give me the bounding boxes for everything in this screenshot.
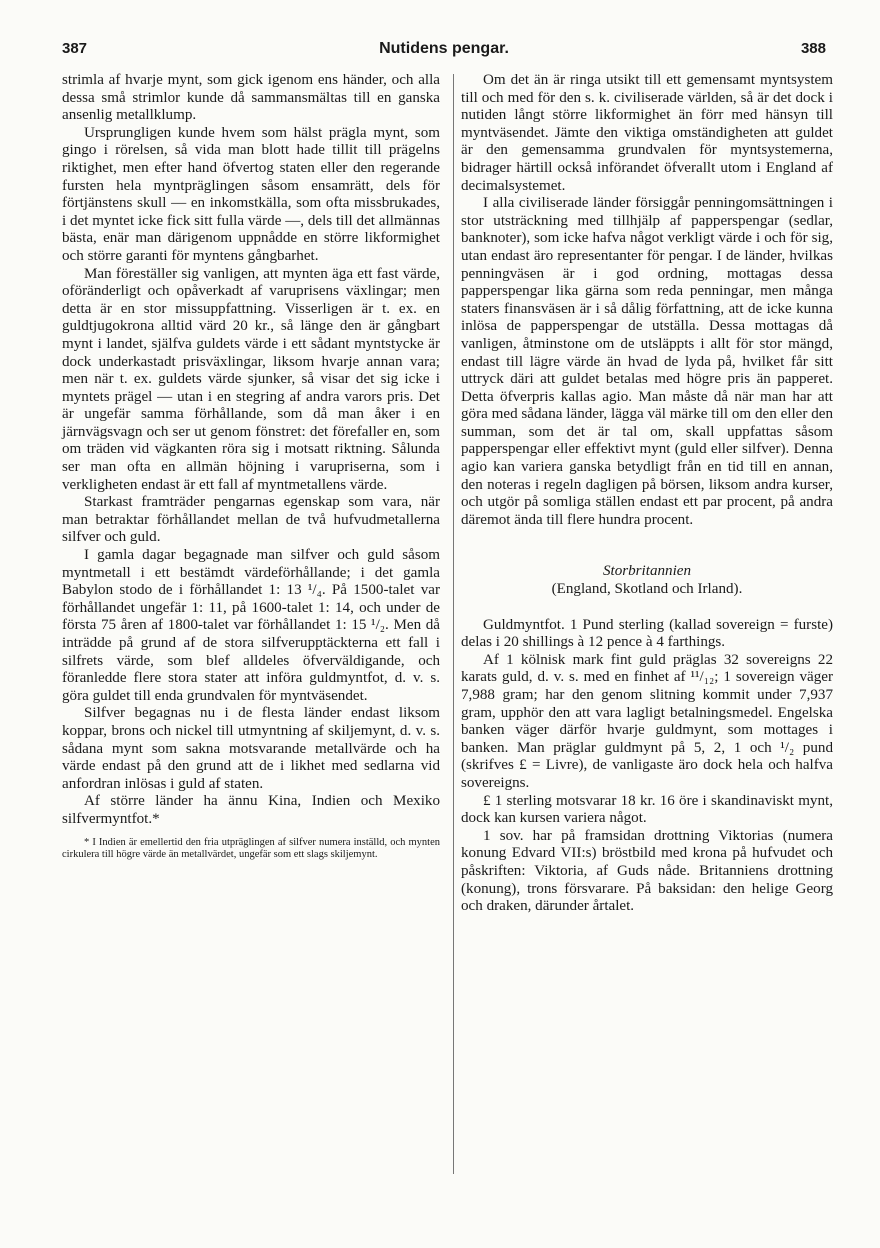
page-header xyxy=(62,40,826,62)
paragraph: Af 1 kölnisk mark fint guld präglas 32 sovereigns 22 karats guld, d. v. s. med en finhet af ¹¹/₁₂; 1 sovereign väger 7,988 gram; har den genom slitning kommit under 7,937 gram, upphör den att vara lagligt betalningsmedel. Engelska banken väger därför hvarje guldmynt, som mottages i banken. Man präglar guldmynt på 5, 2, 1 och ¹/₂ pund (skrifves £ = Livre), de vanligaste äro dock hela och halfva sovereigns. xyxy=(461,651,833,791)
paragraph: Man föreställer sig vanligen, att mynten äga ett fast värde, oföränderligt och opåverkadt af varuprisens växlingar; men detta är en stor missuppfattning. Visserligen är t. ex. en guldtjugokrona alltid värd 20 kr., så länge den är gångbart mynt i landet, själfva guldets värde i ett sådant myntstycke är dock underkastadt prisväxlingar, liksom hvarje annan vara; men när t. ex. guldets värde sjunker, så visar det sig icke i myntets prägel — utan i en stegring af andra varors pris. Det är ungefär samma förhållande, som då man åker i en järnvägsvagn och ser ut genom fönstret: det förefaller en, som om träden vid vägkanten röra sig i motsatt riktning. Sålunda ser man ofta en allmän höjning i varupriserna, som i verkligheten endast är ett fall af myntmetallens värde. xyxy=(62,265,440,493)
right-column xyxy=(461,72,833,916)
section-subtitle: (England, Skotland och Irland). xyxy=(551,581,743,598)
section-heading xyxy=(461,563,833,598)
paragraph: I gamla dagar begagnade man silfver och guld såsom myntmetall i ett bestämdt värdeförhållande; i det gamla Babylon stodo de i förhållandet 1: 13 ¹/₄. På 1500-talet var förhållandet ungefär 1: 11, på 1600-talet 1: 14, och under de första 75 åren af 1800-talet var förhållandet 1: 15 ¹/₂. Men då inträdde på grund af de stora silfverupptäckterna ett fall i silfrets värde, som blef alldeles öfverväldigande, och föranledde flere stora stater att införa guldmyntfot, d. v. s. göra guldet till enda grundvalen för myntväsendet. xyxy=(62,547,440,704)
paragraph: Silfver begagnas nu i de flesta länder endast liksom koppar, brons och nickel till utmyntning af skiljemynt, d. v. s. sådana mynt som sakna motsvarande metallvärde och ha värde endast på den grund att de i likhet med sedlarna vid anfordran inlösas i guld af staten. xyxy=(62,705,440,792)
paragraph: Starkast framträder pengarnas egenskap som vara, när man betraktar förhållandet mellan de två hufvudmetallerna silfver och guld. xyxy=(62,494,440,546)
paragraph: 1 sov. har på framsidan drottning Viktorias (numera konung Edvard VII:s) bröstbild med krona på hufvudet och påskriften: Viktoria, af Guds nåde. Britanniens drottning (konung), trons försvarare. På baksidan: den helige Georg och draken, därunder årtalet. xyxy=(461,827,833,915)
page-number-right: 388 xyxy=(800,40,826,57)
running-title: Nutidens pengar. xyxy=(379,40,509,57)
paragraph: Om det än är ringa utsikt till ett gemensamt myntsystem till och med för den s. k. civiliserade världen, så är det dock i nutiden långt större likformighet än förr med hänsyn till myntväsendet. Jämte den viktiga omständigheten att guldet är den gemensamma grundvalen för myntsystemerna, bidrager härtill också införandet öfverallt utom i England af decimalsystemet. xyxy=(461,72,833,194)
page-number-left: 387 xyxy=(62,40,88,57)
left-column xyxy=(62,72,440,862)
paragraph: Ursprungligen kunde hvem som hälst prägla mynt, som gingo i rörelsen, så vida man blott hade tillit till prägelns riktighet, men efter hand öfvertog staten eller den regerande fursten hela myntpräglingen såsom ensamrätt, dels för förtjänstens skull — en inkomstkälla, som ofta missbrukades, i det myntet icke fick sitt fulla värde —, dels till det allmännas bästa, enär man därigenom uppnådde en större likformighet och större garanti för myntens gångbarhet. xyxy=(62,124,440,264)
column-divider xyxy=(453,74,454,1174)
paragraph: Af större länder ha ännu Kina, Indien och Mexiko silfvermyntfot.* xyxy=(62,793,440,827)
paragraph: £ 1 sterling motsvarar 18 kr. 16 öre i skandinaviskt mynt, dock kan kursen variera något. xyxy=(461,792,833,827)
paragraph: Guldmyntfot. 1 Pund sterling (kallad sovereign = furste) delas i 20 shillings à 12 pence à 4 farthings. xyxy=(461,616,833,651)
section-title: Storbritannien xyxy=(602,563,692,580)
paragraph: I alla civiliserade länder försiggår penningomsättningen i stor utsträckning med tillhjälp af papperspengar (sedlar, banknoter), som icke hafva något verkligt värde i och för sig, utan endast äro representanter för pengar. I de länder, hvilkas penningväsen är i god ordning, mottagas dessa papperspengar lika gärna som reda penningar, men många staters finansväsen är i så dålig författning, att de icke kunna inlösa de papperspengar de utställa. Dessa mottagas då vanligen, åtminstone om de utsläppts i allt för stor mängd, endast till lägre värde än hvad de lyda på, hvilket får sitt uttryck däri att guldet betalas med högre pris än papperet. Detta öfverpris kallas agio. Man måste då när man har att göra med sådana länder, lägga väl märke till om den eller den summan, som det är tal om, skall uppfattas såsom papperspengar eller effektivt mynt (guld eller silfver). Denna agio kan variera ganska betydligt från en tid till en annan, den noteras i regeln dagligen på börsen, liksom andra kurser, och utgör på somliga ställen endast ett par procent, på andra däremot ända till flere hundra procent. xyxy=(461,195,833,528)
footnote: * I Indien är emellertid den fria utpräglingen af silfver numera inställd, och mynten cirkulera till högre värde än metallvärdet, ungefär som ett slags skiljemynt. xyxy=(62,836,440,861)
paragraph: strimla af hvarje mynt, som gick igenom ens händer, och alla dessa små strimlor kunde då sammansmältas till en ganska ansenlig metallklump. xyxy=(62,72,440,124)
